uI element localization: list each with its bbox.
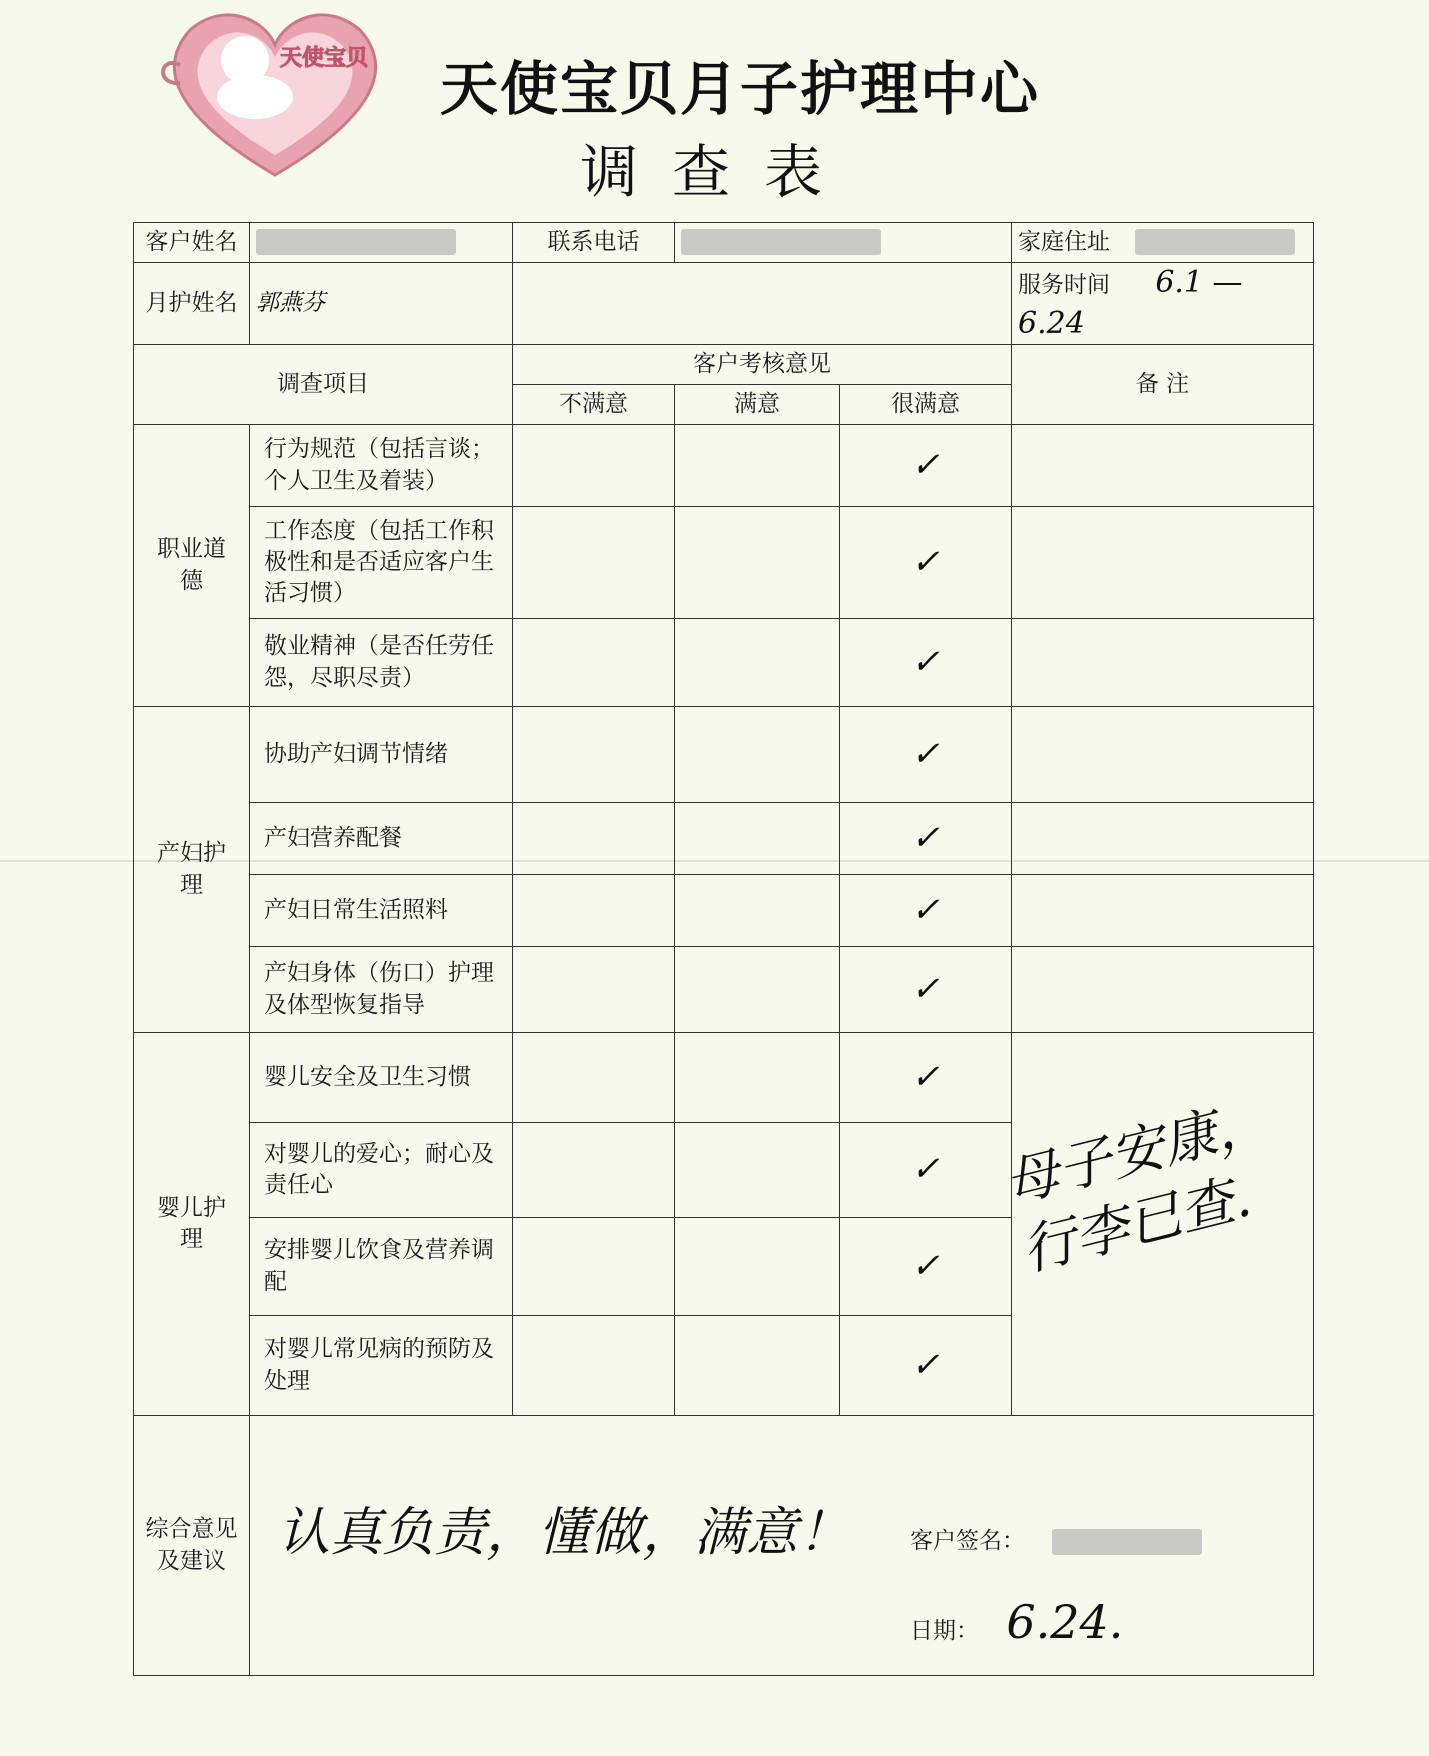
section-maternal-care: 产妇护理: [134, 707, 250, 1033]
unsatisfied-cell: [513, 707, 675, 803]
nurse-name-label: 月护姓名: [134, 263, 250, 345]
check-mark: ✓: [911, 1056, 940, 1097]
very-satisfied-cell: [840, 1033, 1012, 1123]
summary-cell: [250, 1416, 1314, 1676]
check-mark: ✓: [911, 733, 940, 774]
remark-header: 备 注: [1012, 345, 1314, 425]
date-value: 6.24.: [1006, 1595, 1124, 1649]
check-mark: ✓: [911, 889, 940, 930]
check-mark: ✓: [911, 541, 940, 582]
rating-very-satisfied-header: 很满意: [840, 385, 1012, 425]
date-label: 日期：: [910, 1618, 979, 1644]
check-mark: ✓: [911, 968, 940, 1009]
satisfied-cell: [675, 875, 840, 947]
service-time-label: 服务时间: [1018, 272, 1110, 298]
survey-item: 敬业精神（是否任劳任怨，尽职尽责）: [250, 619, 513, 707]
unsatisfied-cell: [513, 619, 675, 707]
nurse-name-value: 郭燕芬: [250, 263, 513, 345]
check-mark: ✓: [911, 444, 940, 485]
very-satisfied-cell: [840, 1316, 1012, 1416]
redacted-phone: [681, 229, 881, 255]
survey-item: 对婴儿常见病的预防及处理: [250, 1316, 513, 1416]
unsatisfied-cell: [513, 1316, 675, 1416]
service-time-value: 6.1 — 6.24: [1018, 265, 1243, 341]
signature-row: [910, 1526, 1202, 1557]
survey-item: 协助产妇调节情绪: [250, 707, 513, 803]
remark-handwriting: 母子安康，行李已查.: [998, 1088, 1276, 1283]
very-satisfied-cell: [840, 947, 1012, 1033]
redacted-signature: [1052, 1529, 1202, 1555]
page-subtitle: 调查表: [580, 138, 857, 206]
redacted-client-name: [256, 229, 456, 255]
section-infant-care: 婴儿护理: [134, 1033, 250, 1416]
satisfied-cell: [675, 1033, 840, 1123]
very-satisfied-cell: [840, 1218, 1012, 1316]
satisfied-cell: [675, 803, 840, 875]
satisfied-cell: [675, 1218, 840, 1316]
check-mark: ✓: [911, 817, 940, 858]
section-professional-ethics: 职业道德: [134, 425, 250, 707]
unsatisfied-cell: [513, 1123, 675, 1218]
survey-item-header: 调查项目: [134, 345, 513, 425]
remark-cell: [1012, 425, 1314, 507]
satisfied-cell: [675, 1316, 840, 1416]
address-cell: [1012, 223, 1314, 263]
satisfied-cell: [675, 425, 840, 507]
very-satisfied-cell: [840, 1123, 1012, 1218]
satisfied-cell: [675, 619, 840, 707]
rating-satisfied-header: 满意: [675, 385, 840, 425]
unsatisfied-cell: [513, 1033, 675, 1123]
logo-text: 天使宝贝: [280, 46, 369, 71]
remark-cell: [1012, 619, 1314, 707]
date-row: [910, 1591, 1123, 1653]
very-satisfied-cell: [840, 425, 1012, 507]
check-mark: ✓: [911, 1245, 940, 1286]
unsatisfied-cell: [513, 507, 675, 619]
check-mark: ✓: [911, 1344, 940, 1385]
survey-item: 工作态度（包括工作积极性和是否适应客户生活习惯）: [250, 507, 513, 619]
check-mark: ✓: [911, 1149, 940, 1190]
very-satisfied-cell: [840, 707, 1012, 803]
empty-info-cell: [513, 263, 1012, 345]
unsatisfied-cell: [513, 947, 675, 1033]
rating-unsatisfied-header: 不满意: [513, 385, 675, 425]
phone-value: [675, 223, 1012, 263]
redacted-address: [1135, 229, 1295, 255]
satisfied-cell: [675, 1123, 840, 1218]
page-title: 天使宝贝月子护理中心: [440, 55, 1041, 123]
opinion-header: 客户考核意见: [513, 345, 1012, 385]
survey-item: 婴儿安全及卫生习惯: [250, 1033, 513, 1123]
satisfied-cell: [675, 707, 840, 803]
remark-cell: [1012, 875, 1314, 947]
remark-cell: [1012, 947, 1314, 1033]
survey-item: 对婴儿的爱心；耐心及责任心: [250, 1123, 513, 1218]
phone-label: 联系电话: [513, 223, 675, 263]
unsatisfied-cell: [513, 1218, 675, 1316]
signature-label: 客户签名：: [910, 1528, 1025, 1554]
satisfied-cell: [675, 507, 840, 619]
survey-item: 安排婴儿饮食及营养调配: [250, 1218, 513, 1316]
satisfied-cell: [675, 947, 840, 1033]
unsatisfied-cell: [513, 425, 675, 507]
unsatisfied-cell: [513, 803, 675, 875]
summary-label: 综合意见及建议: [134, 1416, 250, 1676]
survey-item: 产妇营养配餐: [250, 803, 513, 875]
client-name-label: 客户姓名: [134, 223, 250, 263]
unsatisfied-cell: [513, 875, 675, 947]
very-satisfied-cell: [840, 875, 1012, 947]
survey-item: 产妇身体（伤口）护理及体型恢复指导: [250, 947, 513, 1033]
address-label: 家庭住址: [1018, 228, 1110, 255]
service-time-cell: [1012, 263, 1314, 345]
survey-form-table: [133, 222, 1314, 1676]
remark-cell: [1012, 507, 1314, 619]
survey-item: 产妇日常生活照料: [250, 875, 513, 947]
angel-heart-logo: [150, 5, 400, 185]
summary-comment: 认真负责，懂做，满意！: [278, 1503, 851, 1563]
very-satisfied-cell: [840, 803, 1012, 875]
remark-cell: [1012, 803, 1314, 875]
check-mark: ✓: [911, 641, 940, 682]
survey-item: 行为规范（包括言谈；个人卫生及着装）: [250, 425, 513, 507]
remark-cell: [1012, 707, 1314, 803]
very-satisfied-cell: [840, 619, 1012, 707]
very-satisfied-cell: [840, 507, 1012, 619]
client-name-value: [250, 223, 513, 263]
